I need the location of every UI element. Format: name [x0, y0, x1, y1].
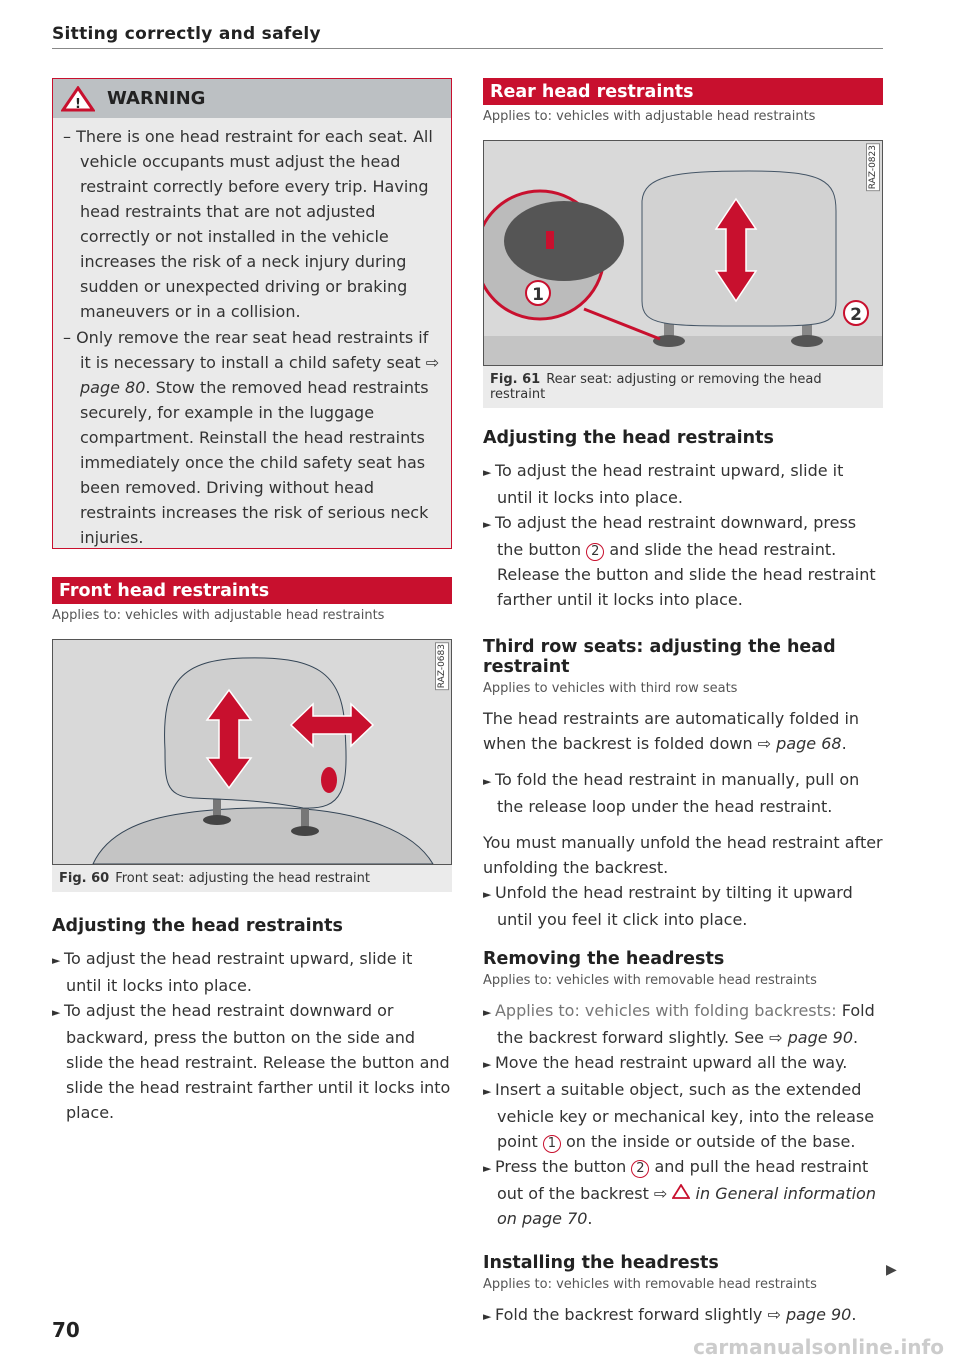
- text: The head restraints are automatically folded in when the backrest is folded down: [483, 709, 860, 753]
- instruction-item: [483, 1077, 883, 1154]
- page-link[interactable]: ⇨ page 90: [769, 1028, 854, 1047]
- text: Fold the backrest forward slightly: [494, 1305, 763, 1324]
- applies-to: Applies to vehicles with third row seats: [483, 681, 738, 696]
- page-number: 70: [52, 1318, 80, 1342]
- instruction-item: ► Fold the backrest forward slightly ⇨ page 90.: [483, 1302, 883, 1329]
- instruction-item: ► To fold the head restraint in manually, pull on the release loop under the head restraint.: [483, 767, 883, 819]
- paragraph: You must manually unfold the head restraint after unfolding the backrest.: [483, 833, 883, 877]
- figure-61: [483, 140, 883, 366]
- page-link[interactable]: in General information on page 70: [497, 1184, 876, 1228]
- subheading: Adjusting the head restraints: [52, 916, 343, 936]
- instruction-item: ► Unfold the head restraint by tilting it upward until you feel it click into place.: [483, 880, 883, 932]
- instruction-item: ► Move the head restraint upward all the way.: [483, 1050, 883, 1077]
- subheading: Third row seats: adjusting the head restraint: [483, 637, 836, 677]
- subheading: Removing the headrests: [483, 949, 725, 969]
- callout-1-ref: 1: [543, 1135, 561, 1153]
- text: and slide the head restraint. Release the button and slide the head restraint farther until it locks into place.: [497, 540, 876, 609]
- section-title: Rear head restraints: [483, 78, 883, 105]
- warning-triangle-icon: [672, 1184, 690, 1199]
- caption-text: Rear seat: adjusting or removing the head restraint: [490, 372, 822, 402]
- callout-2-ref: 2: [586, 543, 604, 561]
- subheading: Installing the headrests: [483, 1253, 719, 1273]
- warning-triangle-icon: [61, 86, 95, 112]
- applies-inline: Applies to: vehicles with folding backrests:: [494, 1001, 837, 1020]
- front-section: [52, 577, 452, 1125]
- callout-2: 2: [850, 305, 862, 325]
- page-link[interactable]: ⇨ page 90: [767, 1305, 852, 1324]
- figure-label: Fig. 61: [490, 372, 541, 387]
- caption-text: Front seat: adjusting the head restraint: [115, 871, 370, 886]
- warning-header: [53, 79, 451, 118]
- instruction-item: ► To adjust the head restraint upward, slide it until it locks into place.: [483, 458, 883, 510]
- text: and pull the head restraint out of the backrest ⇨: [497, 1157, 869, 1203]
- warning-item-text: – Only remove the rear seat head restraints if it is necessary to install a child safety seat: [63, 328, 429, 372]
- callout-2-ref: 2: [631, 1160, 649, 1178]
- text: Press the button: [494, 1157, 627, 1176]
- figure-code: RAZ-0683: [437, 644, 447, 689]
- warning-item: – There is one head restraint for each seat. All vehicle occupants must adjust the head restraint correctly before every trip. Having head restraints that are not adjusted correctly or not installed in the vehicle increases the risk of a neck injury during sudden or unexpected driving or braking maneuvers or in a collision.: [63, 127, 433, 321]
- applies-to: Applies to: vehicles with adjustable head restraints: [483, 109, 816, 124]
- warning-title: WARNING: [107, 88, 206, 109]
- applies-to: Applies to: vehicles with adjustable head restraints: [52, 608, 385, 623]
- figure-60: [52, 639, 452, 865]
- watermark: carmanualsonline.info: [693, 1335, 944, 1359]
- warning-item-text: . Stow the removed head restraints securely, for example in the luggage compartment. Reinstall the head restraints immediately once the child safety seat has been removed. Driving without head restraints increases the risk of serious neck injuries.: [80, 378, 429, 547]
- svg-text:!: !: [75, 96, 81, 112]
- figure-caption: [483, 366, 883, 408]
- continue-arrow-icon: ▶: [886, 1262, 897, 1278]
- callout-1: 1: [532, 285, 544, 305]
- section-title: Front head restraints: [52, 577, 452, 604]
- instruction-item: ► To adjust the head restraint downward or backward, press the button on the side and slide the head restraint. Release the button and slide the head restraint farther until it locks into place.: [52, 998, 452, 1125]
- instruction-item: ► Applies to: vehicles with folding backrests: Fold the backrest forward slightly. See ⇨ page 90.: [483, 998, 883, 1050]
- instruction-item: [483, 510, 883, 612]
- figure-label: Fig. 60: [59, 871, 110, 886]
- applies-to: Applies to: vehicles with removable head restraints: [483, 973, 817, 988]
- figure-code: RAZ-0823: [868, 145, 878, 190]
- rear-section: [483, 78, 883, 1329]
- text: Fold the backrest forward slightly. See: [497, 1001, 875, 1047]
- warning-item: [63, 325, 441, 550]
- rear-head-restraint-illustration: [484, 141, 882, 365]
- text: To adjust the head restraint downward, press the button: [494, 513, 857, 559]
- instruction-item: ► Press the button 2 and pull the head restraint out of the backrest ⇨ in General information on page 70.: [483, 1154, 883, 1231]
- paragraph: The head restraints are automatically folded in when the backrest is folded down ⇨ page 68.: [483, 709, 860, 753]
- page-link[interactable]: ⇨ page 68: [757, 734, 842, 753]
- text: Insert a suitable object, such as the extended vehicle key or mechanical key, into the release point: [494, 1080, 875, 1151]
- page-link[interactable]: ⇨ page 80: [80, 353, 440, 397]
- front-head-restraint-illustration: [53, 640, 451, 864]
- subheading: Adjusting the head restraints: [483, 428, 774, 448]
- text: on the inside or outside of the base.: [566, 1132, 856, 1151]
- warning-box: [52, 78, 452, 549]
- page-header: Sitting correctly and safely: [52, 24, 883, 49]
- applies-to: Applies to: vehicles with removable head restraints: [483, 1277, 817, 1292]
- instruction-item: ► To adjust the head restraint upward, slide it until it locks into place.: [52, 946, 452, 998]
- figure-caption: [52, 865, 452, 892]
